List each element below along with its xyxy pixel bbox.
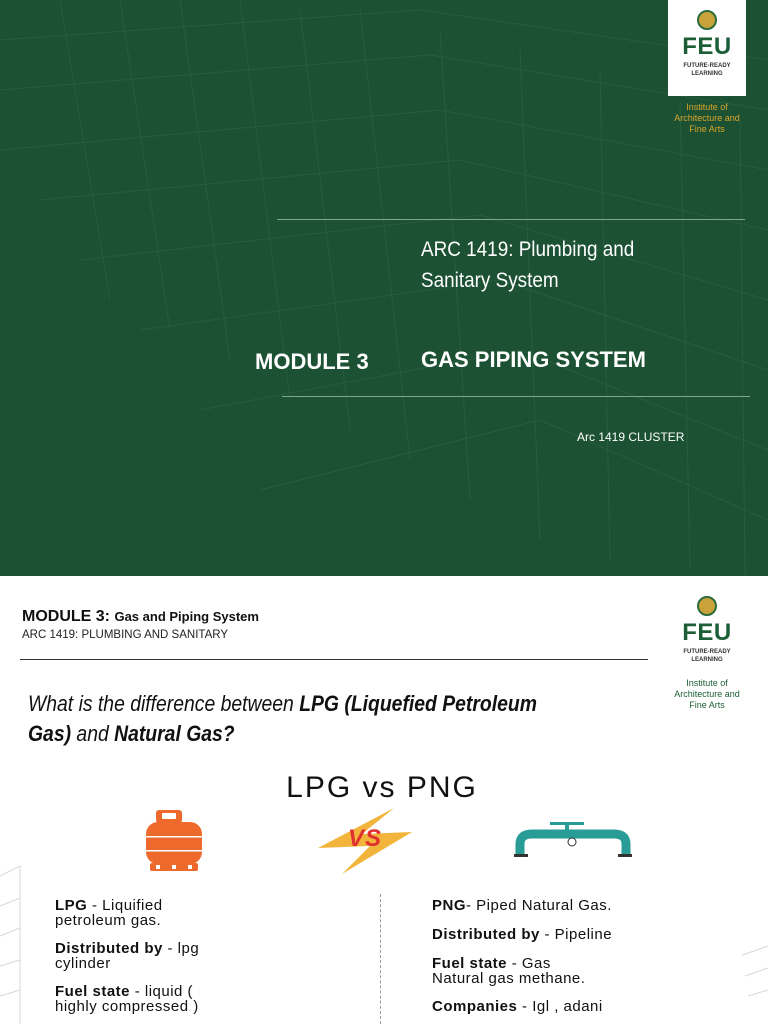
module-number: MODULE 3 xyxy=(255,349,369,374)
logo-tagline-line2: LEARNING xyxy=(691,657,723,663)
fact-value-line2: cylinder xyxy=(55,955,111,972)
institute-line3: Fine Arts xyxy=(689,124,725,134)
fact-key: PNG xyxy=(432,897,467,914)
fact-value: - liquid ( xyxy=(130,983,194,1000)
vs-badge xyxy=(312,806,422,876)
logo-tagline-line1: FUTURE-READY xyxy=(683,63,731,69)
fact-key: Distributed by xyxy=(55,940,163,957)
lpg-vs-png-infographic xyxy=(22,764,742,1024)
lpg-facts xyxy=(55,898,355,1024)
module-title: Gas and Piping System xyxy=(114,609,259,624)
png-facts xyxy=(432,898,742,1024)
heading-divider xyxy=(20,659,648,660)
logo-brand: FEU xyxy=(682,33,732,60)
question-term-natural-gas: Natural Gas? xyxy=(114,721,235,746)
institute-line1: Institute of xyxy=(686,102,728,112)
feu-logo xyxy=(668,586,746,678)
institute-line1: Institute of xyxy=(686,678,728,688)
institute-label xyxy=(660,678,754,711)
module-heading xyxy=(22,607,259,627)
png-fact-companies xyxy=(432,999,742,1014)
feu-seal-icon xyxy=(697,10,717,30)
institute-line2: Architecture and xyxy=(674,689,740,699)
cluster-label: Arc 1419 CLUSTER xyxy=(577,430,685,444)
institute-line2: Architecture and xyxy=(674,113,740,123)
course-title xyxy=(421,234,741,296)
fact-key: Companies xyxy=(432,998,518,1015)
fact-value: - Gas xyxy=(507,955,551,972)
logo-tagline-line2: LEARNING xyxy=(691,71,723,77)
png-fact-distribution xyxy=(432,927,742,942)
module-number-small: 3: xyxy=(95,608,111,625)
fact-value-line2: petroleum gas. xyxy=(55,912,162,929)
png-fact-definition xyxy=(432,898,742,913)
lpg-fact-fuel-state xyxy=(55,984,355,1014)
logo-tagline xyxy=(683,62,730,78)
bottom-divider xyxy=(282,396,750,397)
fact-key: Distributed by xyxy=(432,926,540,943)
logo-tagline-line1: FUTURE-READY xyxy=(683,649,731,655)
fact-key: Fuel state xyxy=(432,955,508,972)
question-term-gas: Gas) xyxy=(28,721,72,746)
gas-cylinder-icon xyxy=(142,808,208,874)
question-text-2: and xyxy=(71,721,115,746)
infographic-title: LPG vs PNG xyxy=(286,771,478,804)
fact-key: LPG xyxy=(55,897,88,914)
fact-value: - Pipeline xyxy=(539,926,613,943)
lpg-fact-distribution xyxy=(55,941,355,971)
png-fact-fuel-state xyxy=(432,956,742,986)
fact-key: Fuel state xyxy=(55,983,131,1000)
question-text-1: What is the difference between xyxy=(28,691,300,716)
feu-seal-icon xyxy=(697,596,717,616)
column-divider xyxy=(380,894,381,1024)
module-name: GAS PIPING SYSTEM xyxy=(421,347,646,372)
fact-value: - Liquified xyxy=(87,897,163,914)
fact-value-line2: Natural gas methane. xyxy=(432,970,586,987)
question-term-lpg: LPG (Liquefied Petroleum xyxy=(299,691,537,716)
gas-pipeline-valve-icon xyxy=(514,820,632,860)
fact-value: - lpg xyxy=(162,940,200,957)
logo-tagline xyxy=(683,648,730,664)
content-slide xyxy=(0,576,768,1024)
fact-value-line2: highly compressed ) xyxy=(55,998,199,1015)
top-divider xyxy=(277,219,745,220)
course-title-line2: Sanitary System xyxy=(421,269,559,292)
feu-logo xyxy=(668,0,746,96)
institute-line3: Fine Arts xyxy=(689,700,725,710)
vs-badge-text: VS xyxy=(347,825,382,852)
institute-label xyxy=(660,102,754,135)
module-label: MODULE xyxy=(22,608,92,625)
fact-value: - Igl , adani xyxy=(517,998,603,1015)
course-title-line1: ARC 1419: Plumbing and xyxy=(421,238,635,261)
logo-brand: FEU xyxy=(682,619,732,646)
fact-value: - Piped Natural Gas. xyxy=(466,897,612,914)
lpg-fact-definition xyxy=(55,898,355,928)
course-subheading: ARC 1419: PLUMBING AND SANITARY xyxy=(22,629,229,641)
question-heading xyxy=(28,689,609,749)
